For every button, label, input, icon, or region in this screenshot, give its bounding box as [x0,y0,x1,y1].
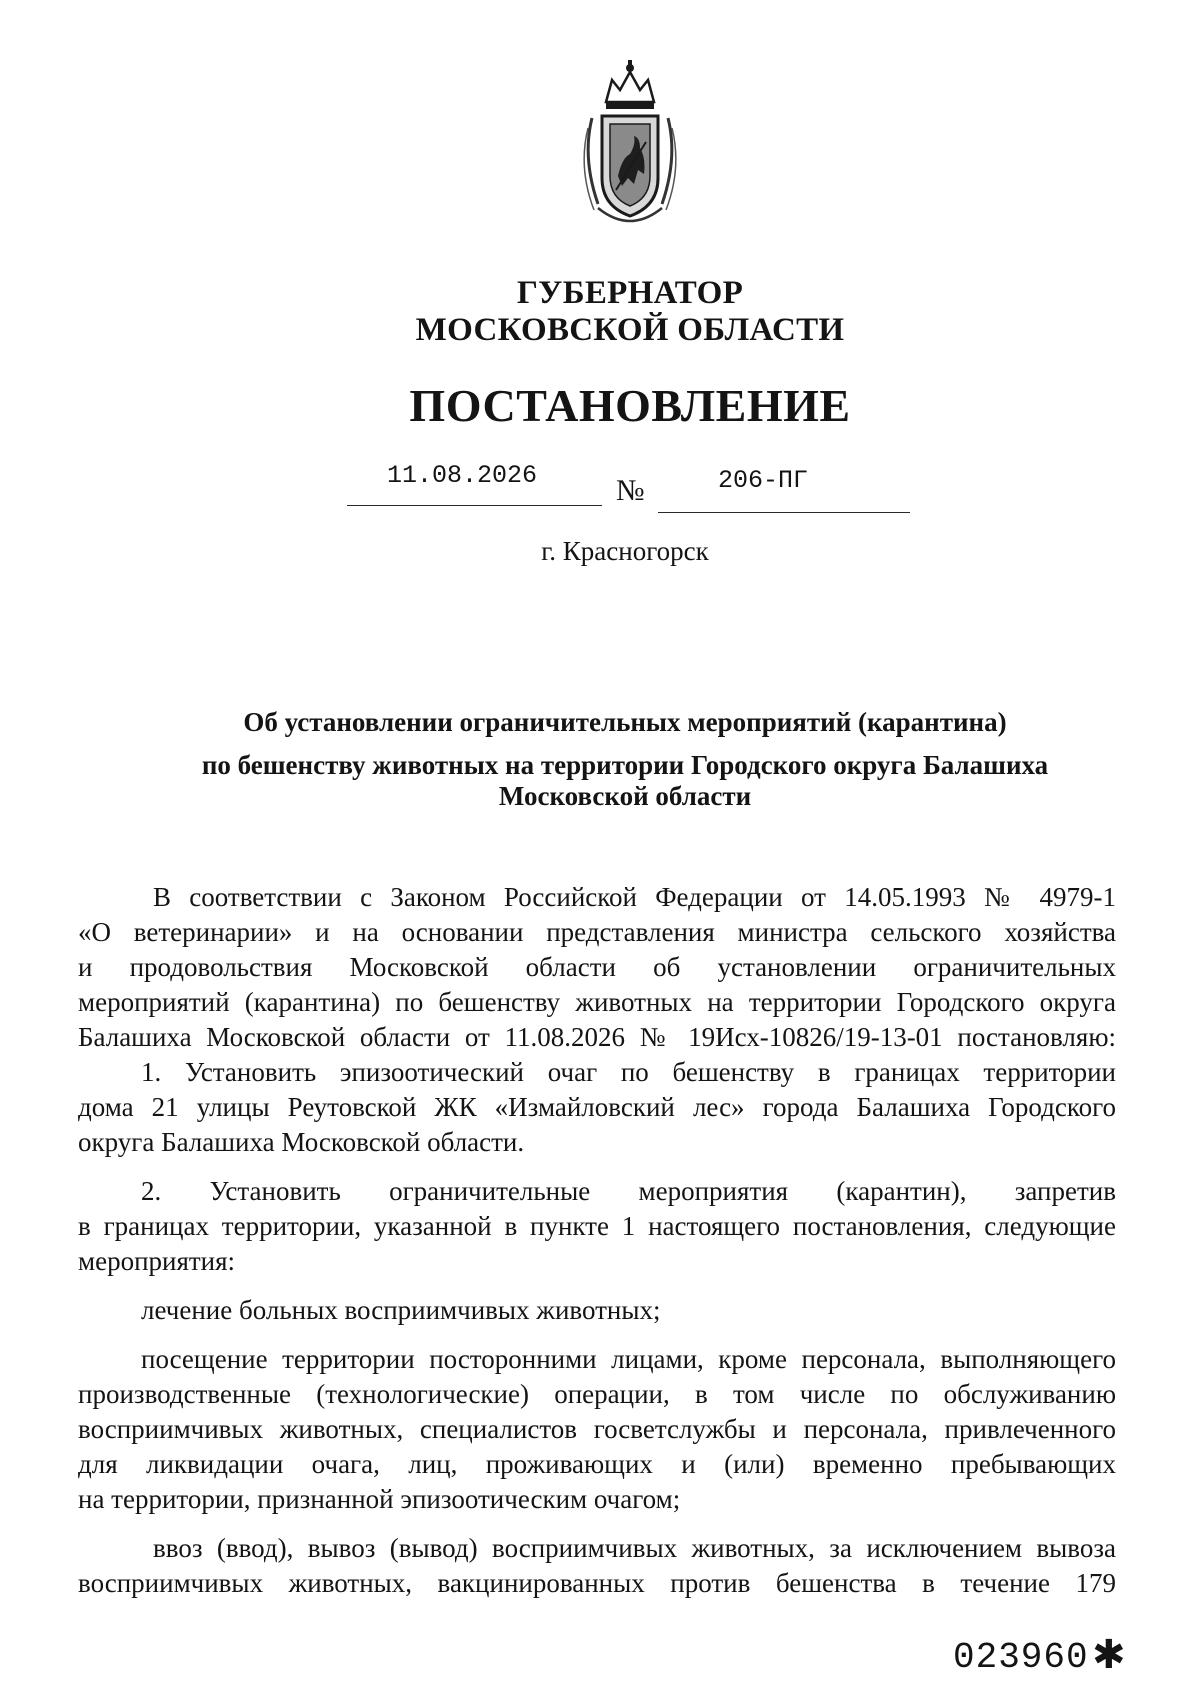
body-line: производственные (технологические) операции, в том числе по обслуживанию [78,1379,1116,1409]
serial-number-stamp: 023960 [953,1637,1089,1678]
body-line: «О ветеринарии» и на основании представления министра сельского хозяйства [78,917,1116,947]
document-type-title: ПОСТАНОВЛЕНИЕ [409,380,851,431]
document-number: 206-ПГ [718,466,809,495]
number-sign: № [616,474,645,507]
issuer-title-line1: ГУБЕРНАТОР [516,275,744,311]
body-line: 2. Установить ограничительные мероприятия (карантин), запретив [141,1176,1116,1206]
document-body [78,880,1116,1601]
body-line: 1. Установить эпизоотический очаг по бешенству в границах территории [141,1057,1116,1087]
subject-line: Московской области [498,781,752,811]
body-line: в границах территории, указанной в пункте 1 настоящего постановления, следующие [78,1211,1116,1241]
body-line: для ликвидации очага, лиц, проживающих и (или) временно пребывающих [78,1449,1116,1479]
coat-of-arms-emblem [568,58,692,228]
body-line: Балашиха Московской области от 11.08.2026 № 19Исх-10826/19-13-01 постановляю: [78,1022,1116,1052]
issue-city: г. Красногорск [541,536,709,566]
subject-line: по бешенству животных на территории Городского округа Балашиха [201,750,1049,780]
body-line: дома 21 улицы Реутовской ЖК «Измайловский лес» города Балашиха Городского [78,1092,1116,1122]
body-line: мероприятий (карантина) по бешенству животных на территории Городского округа [78,987,1116,1017]
body-line: на территории, признанной эпизоотическим очагом; [78,1484,681,1514]
body-line: мероприятия: [78,1246,236,1276]
number-underline [658,512,910,513]
date-underline [347,505,602,506]
body-line: лечение больных восприимчивых животных; [141,1295,661,1325]
body-line: и продовольствия Московской области об установлении ограничительных [78,952,1116,982]
body-line: посещение территории посторонними лицами, кроме персонала, выполняющего [141,1344,1116,1374]
subject-line: Об установлении ограничительных мероприятий (карантина) [243,707,1007,737]
body-line: восприимчивых животных, специалистов госветслужбы и персонала, привлеченного [78,1414,1116,1444]
body-line: ввоз (ввод), вывоз (вывод) восприимчивых животных, за исключением вывоза [153,1533,1116,1563]
body-line: восприимчивых животных, вакцинированных против бешенства в течение 179 [78,1568,1116,1598]
issuer-title-line2: МОСКОВСКОЙ ОБЛАСТИ [415,312,845,348]
document-date: 11.08.2026 [387,461,538,490]
asterisk-icon: ✱ [1092,1632,1126,1678]
body-line: В соответствии с Законом Российской Федерации от 14.05.1993 № 4979-1 [153,882,1116,912]
body-line: округа Балашиха Московской области. [78,1127,525,1157]
